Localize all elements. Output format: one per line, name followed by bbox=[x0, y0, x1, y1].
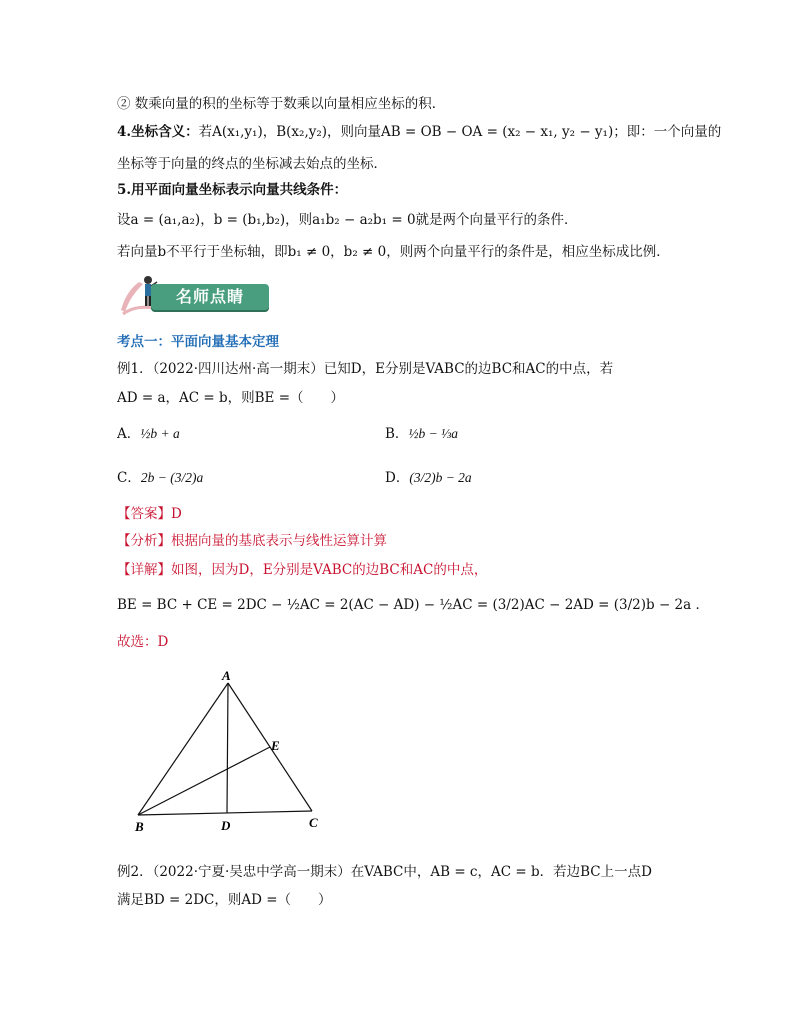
side-bc bbox=[138, 811, 312, 815]
option-b bbox=[385, 424, 458, 444]
label-c: C bbox=[309, 815, 318, 830]
option-a-text: ½b + a bbox=[140, 426, 180, 441]
triangle-figure bbox=[125, 668, 345, 838]
example1-line2: AD = a，AC = b，则BE =（ ） bbox=[117, 390, 345, 406]
example2-line1: 例2．（2022·宁夏·吴忠中学高一期末）在VABC中，AB = c，AC = b．若边BC上一点D bbox=[117, 864, 652, 880]
segment-be bbox=[138, 747, 270, 815]
option-b-label: B． bbox=[385, 426, 409, 442]
text-line-1: ② 数乘向量的积的坐标等于数乘以向量相应坐标的积． bbox=[117, 96, 446, 112]
item5-heading: 5.用平面向量坐标表示向量共线条件： bbox=[117, 182, 348, 198]
option-d bbox=[385, 468, 472, 488]
option-c-label: C． bbox=[117, 470, 141, 486]
example1-line1: 例1．（2022·四川达州·高一期末）已知D，E分别是VABC的边BC和AC的中点，若 bbox=[117, 361, 614, 377]
example2-line2: 满足BD = 2DC，则AD =（ ） bbox=[117, 892, 332, 908]
option-d-text: (3/2)b − 2a bbox=[409, 470, 472, 485]
item4-line bbox=[117, 122, 721, 142]
label-d: D bbox=[221, 818, 231, 833]
option-d-label: D． bbox=[385, 470, 410, 486]
option-a-label: A． bbox=[117, 426, 141, 442]
item4-heading: 4.坐标含义： bbox=[117, 124, 199, 140]
detail-line-2: BE = BC + CE = 2DC − ½AC = 2(AC − AD) − ½AC = (3/2)AC − 2AD = (3/2)b − 2a ． bbox=[117, 597, 709, 613]
label-e: E bbox=[271, 738, 280, 753]
badge-label: 名师点睛 bbox=[151, 284, 269, 310]
option-c-text: 2b − (3/2)a bbox=[140, 470, 204, 485]
option-c bbox=[117, 468, 203, 488]
teacher-tips-badge bbox=[117, 270, 271, 314]
option-a bbox=[117, 424, 180, 444]
conclusion-line: 故选：D bbox=[117, 634, 169, 650]
label-b: B bbox=[135, 819, 144, 834]
option-b-text: ½b − ⅓a bbox=[408, 426, 459, 441]
segment-ad bbox=[227, 683, 228, 813]
item4-text: 若A(x₁,y₁)，B(x₂,y₂)，则向量AB = OB − OA = (x₂ − x₁, y₂ − y₁)；即：一个向量的 bbox=[198, 124, 722, 140]
side-ab bbox=[138, 683, 228, 815]
text-line-2: 坐标等于向量的终点的坐标减去始点的坐标． bbox=[117, 156, 387, 172]
text-line-3: 设a = (a₁,a₂)，b = (b₁,b₂)，则a₁b₂ − a₂b₁ = 0就是两个向量平行的条件． bbox=[117, 212, 578, 228]
analysis-line: 【分析】根据向量的基底表示与线性运算计算 bbox=[117, 533, 387, 549]
label-a: A bbox=[222, 668, 231, 683]
text-line-4: 若向量b不平行于坐标轴，即b₁ ≠ 0，b₂ ≠ 0，则两个向量平行的条件是，相应坐标成比例． bbox=[117, 244, 670, 260]
answer-line: 【答案】D bbox=[117, 506, 182, 522]
kaodian-heading: 考点一：平面向量基本定理 bbox=[117, 334, 279, 350]
detail-line-1: 【详解】如图，因为D，E分别是VABC的边BC和AC的中点， bbox=[117, 562, 488, 578]
